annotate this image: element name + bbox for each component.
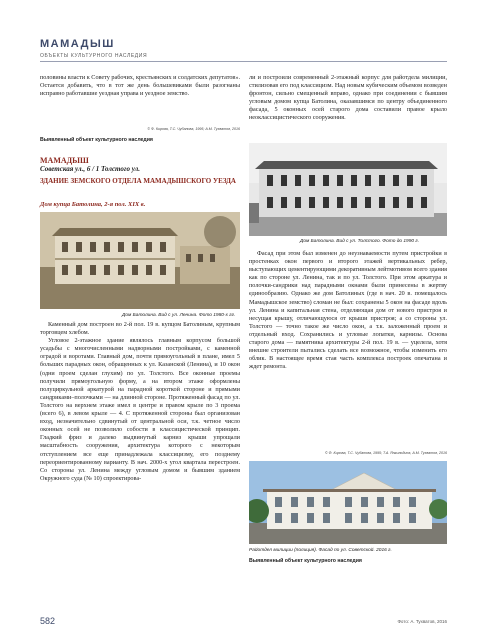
section-building-name: ЗДАНИЕ ЗЕМСКОГО ОТДЕЛА МАМАДЫШСКОГО УЕЗДА [40, 177, 236, 185]
running-header-subtitle: ОБЪЕКТЫ КУЛЬТУРНОГО НАСЛЕДИЯ [40, 53, 148, 59]
section-address: Советская ул., 6 / 1 Толстого ул. [40, 165, 141, 173]
photo-police-department [249, 461, 447, 544]
running-header-title: МАМАДЫШ [40, 38, 115, 50]
header-rule [40, 61, 447, 62]
photo1-caption: Дом Батолина. Вид с ул. Ленина. Фото 1980-х гг. [122, 313, 236, 318]
right-body-paragraph-1: Фасад при этом был изменен до неузнаваемости путем пристройки в простенках окон первого и второго этажей вертикальных ребер, выступающих цементирующими декоративным лейтмотивом всего здания как по стороне ул. Ленина, так и по ул. Толстого. При этом аркатура и полочки-сандрики над парадными окнами были принесены в жертву единообразию. Однако же дом Батолиных (где в нач. 20 в. помещалось Мамадышское земство) сломан не был: сохранены 5 окон на фасаде вдоль ул. Ленина и капитальная стена, отделяющая дом от нового пристроя и несущая крышу, отличающуюся от крыши пристроя; а со стороны ул. Толстого — точно такое же число окон, а т.к. заложенный проем и отдельный вход. Сохранились и угловые лопатки, карнизы. Основа старого дома — памятника архитектуры 2-й пол. 19 в. — уцелела, хотя внешне строители пытались сделать все возможное, чтобы изменить его облик. В настоящее время стая часть комплекса построек опечатана и ждет ремонта. [249, 250, 447, 371]
right-top-text [249, 74, 447, 123]
photo3-caption: Райотдел милиции (полиция). Фасад по ул. Советской. 2016 г. [249, 548, 392, 553]
right-top-paragraph: ли и построили современный 2-этажный корпус для райотдела милиции, стилизовав его под классицизм. Над новым кубическим объемом возведен фронтон, сильно смещенный вправо, однако при соединении с бывшим угловым домом купца Батолина, оказавшимся по центру объединенного фасада, 5 оконных осей старого дома составили правое крыло неоклассицистического сооружения. [249, 74, 447, 122]
photo-batolin-house-lenin-street [40, 212, 240, 309]
right-body-text [249, 250, 447, 371]
left-top-credit: © Ф. Кирова, Т.С. Чубанова, 1995; А.М. Тухватов, 2016 [147, 127, 240, 131]
right-credit: © Ф. Кирова, Т.С. Чубанова, 1995; Т.А. Янгильдина, А.М. Тухватов, 2016 [325, 451, 447, 455]
left-top-paragraph: половины власти к Совету рабочих, крестьянских и солдатских депутатов». Остается добавить, что в тот же день большевиками были разогнаны исправно работавшие уездная управа и уездное земство. [40, 74, 240, 98]
left-body-paragraph-2: Угловое 2-этажное здание являлось главным корпусом большой усадьбы с многочисленными надворными постройками, с каменной оградой и воротами. Главный дом, почти прямоугольный в плане, имел 5 больших парадных окон, обращенных к ул. Казанской (Ленина), и 10 окон (одни проем сделан глухим) по ул. Толстого. Все оконные проемы получили прямоугольную форму, а на втором этаже оформлены полуциркульной аркатурой на парадной короткой стороне и прямыми сандриками–полочками — на длинной стороне. Протяженный фасад по ул. Толстого на верхнем этаже имел в центре и правом крыле по 3 проема (всего 6), в левом крыле — 4. С протяженной стороны был организован вход, незначительно сдвинутый от центральной оси, т.к. четное число оконных осей не позволило собости в классицистической принцип. Гладкий фриз и далеко выдвинутый карниз крыши упрощали масштабность сооружения, архитектура которого с некоторым отступлением все еще принадлежала классицизму, его позднему переориентированному варианту. В нач. 2000-х угол квартала перестроен. Со стороны ул. Ленина между угловым домом и бывшим зданием Окружного суда (№ 10) спроектирова- [40, 337, 240, 482]
photo-credit: Фото: А. Тухватов, 2016 [397, 619, 447, 624]
photo-batolin-house-tolstoy-street [249, 143, 447, 236]
left-top-text [40, 74, 240, 98]
section-house-name: Дом купца Батолина, 2-я пол. XIX в. [40, 201, 146, 208]
heritage-banner-right: Выявленный объект культурного наследия [249, 558, 362, 564]
section-city: МАМАДЫШ [40, 156, 89, 165]
page-number: 582 [40, 616, 56, 626]
left-body-paragraph-1: Каменный дом построен во 2-й пол. 19 в. купцом Батолиным, крупным торговцем хлебом. [40, 321, 240, 337]
photo2-caption: Дом Батолина. Вид с ул. Толстого. Фото до 1990 г. [300, 239, 420, 244]
heritage-banner-left: Выявленный объект культурного наследия [40, 137, 153, 143]
left-body-text [40, 321, 240, 483]
